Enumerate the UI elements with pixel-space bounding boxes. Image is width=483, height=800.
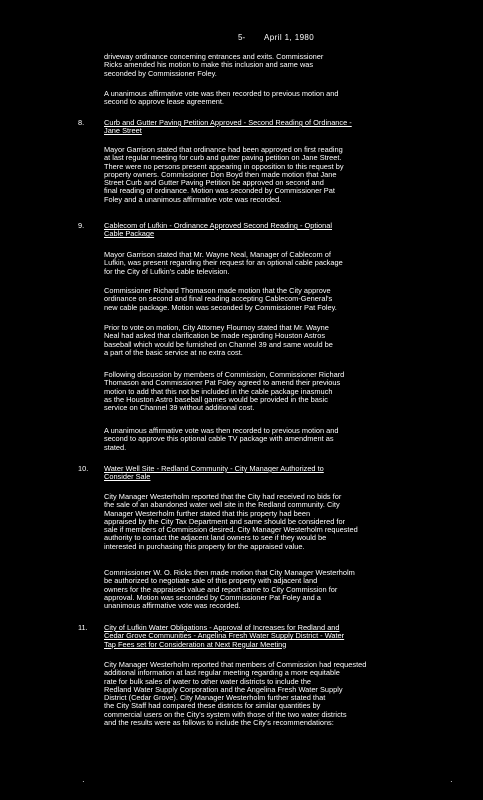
item-paragraph: Prior to vote on motion, City Attorney Flournoy stated that Mr. Wayne Neal had asked that clarification be made regarding Houston Astros baseball which would be furnished on Channel 39 and same would be a part of the basic service at no extra cost. <box>104 323 333 357</box>
item-paragraph: Commissioner W. O. Ricks then made motion that City Manager Westerholm be authorized to negotiate sale of this property with adjacent land owners for the appraised value and report same to City Commission for approval. Motion was seconded by Commissioner Pat Foley and a unanimous affirmative vote was recorded. <box>104 568 355 611</box>
item-paragraph: City Manager Westerholm reported that the City had received no bids for the sale of an abandoned water well site in the Redland community. City Manager Westerholm further stated that this property had been appraised by the City Tax Department and same should be considered for sale if members of Commission desired. City Manager Westerholm requested authority to contact the adjacent land owners to see if they would be interested in purchasing this property for the appraised value. <box>104 492 358 551</box>
item-number: 10. <box>78 464 89 473</box>
scan-speck: · <box>450 777 453 786</box>
item-number: 11. <box>78 623 88 632</box>
item-number: 8. <box>78 118 85 127</box>
item-title: Cablecom of Lufkin - Ordinance Approved Second Reading - Optional Cable Package <box>104 221 333 239</box>
item-title: Curb and Gutter Paving Petition Approved - Second Reading of Ordinance - Jane Street <box>104 118 352 136</box>
item-paragraph: Mayor Garrison stated that Mr. Wayne Neal, Manager of Cablecom of Lufkin, was present regarding their request for an optional cable package for the City of Lufkin's cable television. <box>104 250 343 276</box>
intro-paragraph: driveway ordinance concerning entrances and exits. Commissioner Ricks amended his motion to make this inclusion and same was seconded by Commissioner Foley. <box>104 52 324 78</box>
item-paragraph: Commissioner Richard Thomason made motion that the City approve ordinance on second and final reading accepting Cablecom-General's new cable package. Motion was seconded by Commissioner Pat Foley. <box>104 286 337 312</box>
intro-paragraph: A unanimous affirmative vote was then recorded to previous motion and second to approve lease agreement. <box>104 89 339 107</box>
item-title: Water Well Site - Redland Community - City Manager Authorized to Consider Sale <box>104 464 324 482</box>
page-number: 5- <box>238 33 246 42</box>
item-paragraph: A unanimous affirmative vote was then recorded to previous motion and second to approve this optional cable TV package with amendment as stated. <box>104 426 339 452</box>
item-number: 9. <box>78 221 85 230</box>
item-paragraph: Following discussion by members of Commission, Commissioner Richard Thomason and Commissioner Pat Foley agreed to amend their previous motion to add that this not be included in the cable package inasmuch as the Houston Astro baseball games would be provided in the basic service on Channel 39 without additional cost. <box>104 370 345 413</box>
meeting-date: April 1, 1980 <box>264 33 315 42</box>
item-paragraph: Mayor Garrison stated that ordinance had been approved on first reading at last regular meeting for curb and gutter paving petition on Jane Street. There were no persons present appearing in opposition to this request by property owners. Commissioner Don Boyd then made motion that Jane Street Curb and Gutter Paving Petition be approved on second and final reading of ordinance. Motion was seconded by Commissioner Pat Foley and a unanimous affirmative vote was recorded. <box>104 145 344 204</box>
scan-speck: · <box>82 777 85 786</box>
item-title: City of Lufkin Water Obligations - Approval of Increases for Redland and Cedar Grove Communities - Angelina Fresh Water Supply District - Water Tap Fees set for Consideration at Next Regular Meeting <box>104 623 345 649</box>
item-paragraph: City Manager Westerholm reported that members of Commission had requested additional information at last regular meeting regarding a more equitable rate for bulk sales of water to other water districts to include the Redland Water Supply Corporation and the Angelina Fresh Water Supply District (Cedar Grove). City Manager Westerholm further stated that the City Staff had compared these districts for similar quantities by commercial users on the City's system with those of the two water districts and the results were as follows to include the City's recommendations: <box>104 660 367 728</box>
page-header <box>0 34 483 44</box>
